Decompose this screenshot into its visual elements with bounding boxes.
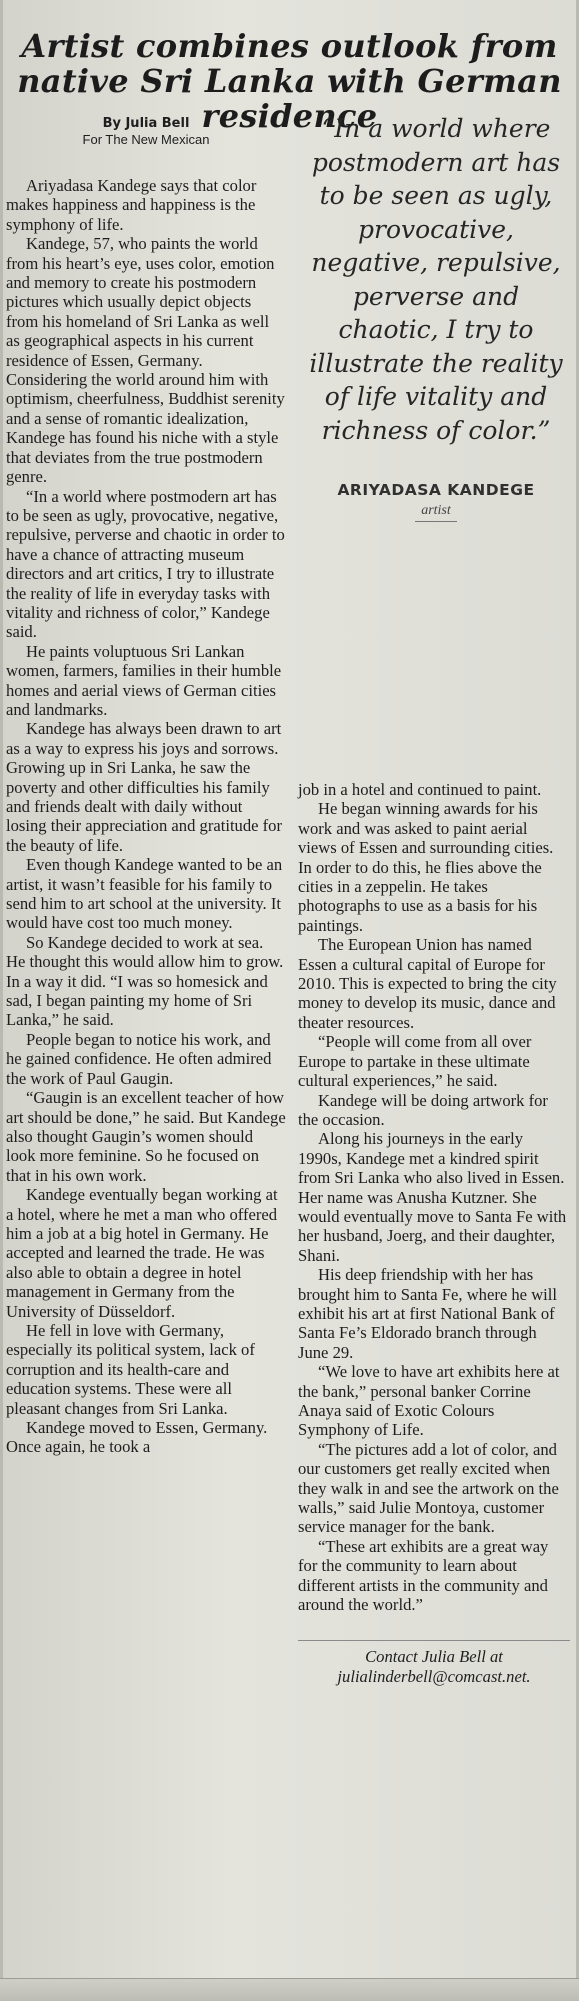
article-column-1 xyxy=(6,115,286,1457)
pull-quote xyxy=(300,112,572,522)
paragraph: Along his journeys in the early 1990s, Kandege met a kindred spirit from Sri Lanka who also lived in Essen. Her name was Anusha Kutzner. She would eventually move to Santa Fe with her husband, Joerg, and their daughter, Shani. xyxy=(298,1129,567,1265)
paragraph: “Gaugin is an excellent teacher of how art should be done,” he said. But Kandege also thought Gaugin’s women should look more feminine. So he focused on that in his own work. xyxy=(6,1088,286,1185)
paragraph: Kandege, 57, who paints the world from his heart’s eye, uses color, emotion and memory to create his postmodern pictures which usually depict objects from his homeland of Sri Lanka as well as geographical aspects in his current residence of Essen, Germany. Considering the world around him with optimism, cheerfulness, Buddhist serenity and a sense of romantic idealization, Kandege has found his niche with a style that deviates from the true postmodern genre. xyxy=(6,234,285,487)
contact-line xyxy=(298,1640,570,1686)
clipping-left-edge xyxy=(0,0,3,2000)
paragraph: Ariyadasa Kandege says that color makes happiness and happiness is the symphony of life. xyxy=(6,176,257,234)
paragraph: “The pictures add a lot of color, and our customers get really excited when they walk in and see the artwork on the walls,” said Julie Montoya, customer service manager for the bank. xyxy=(298,1439,559,1537)
paragraph: “In a world where postmodern art has to be seen as ugly, provocative, negative, repulsive, perverse and chaotic in order to have a chance of attracting museum directors and art critics, I try to illustrate the reality of life in everyday tasks with vitality and richness of color,” Kandege said. xyxy=(6,486,285,642)
paragraph: “People will come from all over Europe to partake in these ultimate cultural experiences,” he said. xyxy=(298,1032,532,1091)
paragraph: People began to notice his work, and he gained confidence. He often admired the work of Paul Gaugin. xyxy=(6,1029,272,1088)
headline: Artist combines outlook from native Sri Lanka with German residence xyxy=(17,27,562,136)
paragraph: Kandege has always been drawn to art as a way to express his joys and sorrows. Growing up in Sri Lanka, he saw the poverty and other difficulties his family and friends dealt with daily without losing their appreciation and gratitude for the beauty of life. xyxy=(6,719,283,855)
byline-organization: For The New Mexican xyxy=(82,132,210,147)
pull-quote-attribution: ARIYADASA KANDEGE xyxy=(337,481,535,499)
paragraph: “These art exhibits are a great way for the community to learn about different artists in the community and around the world.” xyxy=(298,1536,549,1615)
byline xyxy=(6,115,286,148)
paragraph: Kandege eventually began working at a hotel, where he met a man who offered him a job at a big hotel in Germany. He accepted and learned the trade. He was also able to obtain a degree in hotel management in Germany from the University of Düsseldorf. xyxy=(6,1185,278,1321)
paragraph: He fell in love with Germany, especially its political system, lack of corruption and its health-care and education systems. These were all pleasant changes from Sri Lanka. xyxy=(6,1320,255,1418)
paragraph: He paints voluptuous Sri Lankan women, farmers, families in their humble homes and aerial views of German cities and landmarks. xyxy=(6,641,282,719)
contact-email[interactable]: julialinderbell@comcast.net. xyxy=(337,1666,531,1686)
paragraph: The European Union has named Essen a cultural capital of Europe for 2010. This is expected to bring the city money to develop its music, dance and theater resources. xyxy=(298,935,557,1032)
paragraph: Kandege will be doing artwork for the occasion. xyxy=(298,1090,548,1129)
pull-quote-text: “In a world where postmodern art has to be seen as ugly, provocative, negative, repulsive, perverse and chaotic, I try to illustrate the reality of life vitality and richness of color.” xyxy=(309,114,563,445)
page-fold xyxy=(0,1978,579,2001)
paragraph: Kandege moved to Essen, Germany. Once again, he took a xyxy=(6,1418,268,1457)
paragraph: job in a hotel and continued to paint. xyxy=(298,780,542,799)
contact-label: Contact Julia Bell at xyxy=(365,1647,503,1667)
paragraph: He began winning awards for his work and was asked to paint aerial views of Essen and surrounding cities. In order to do this, he flies above the cities in a zeppelin. He takes photographs to use as a basis for his paintings. xyxy=(298,799,554,935)
article-column-2 xyxy=(298,780,570,1686)
byline-author: By Julia Bell xyxy=(102,116,190,131)
paragraph: So Kandege decided to work at sea. He thought this would allow him to grow. In a way it did. “I was so homesick and sad, I began painting my home of Sri Lanka,” he said. xyxy=(6,932,284,1030)
pull-quote-role: artist xyxy=(415,503,457,522)
paragraph: “We love to have art exhibits here at the bank,” personal banker Corrine Anaya said of Exotic Colours Symphony of Life. xyxy=(298,1362,560,1440)
paragraph: Even though Kandege wanted to be an artist, it wasn’t feasible for his family to send him to art school at the university. It would have cost too much money. xyxy=(6,855,283,933)
paragraph: His deep friendship with her has brought him to Santa Fe, where he will exhibit his art at first National Bank of Santa Fe’s Eldorado branch through June 29. xyxy=(298,1265,558,1362)
